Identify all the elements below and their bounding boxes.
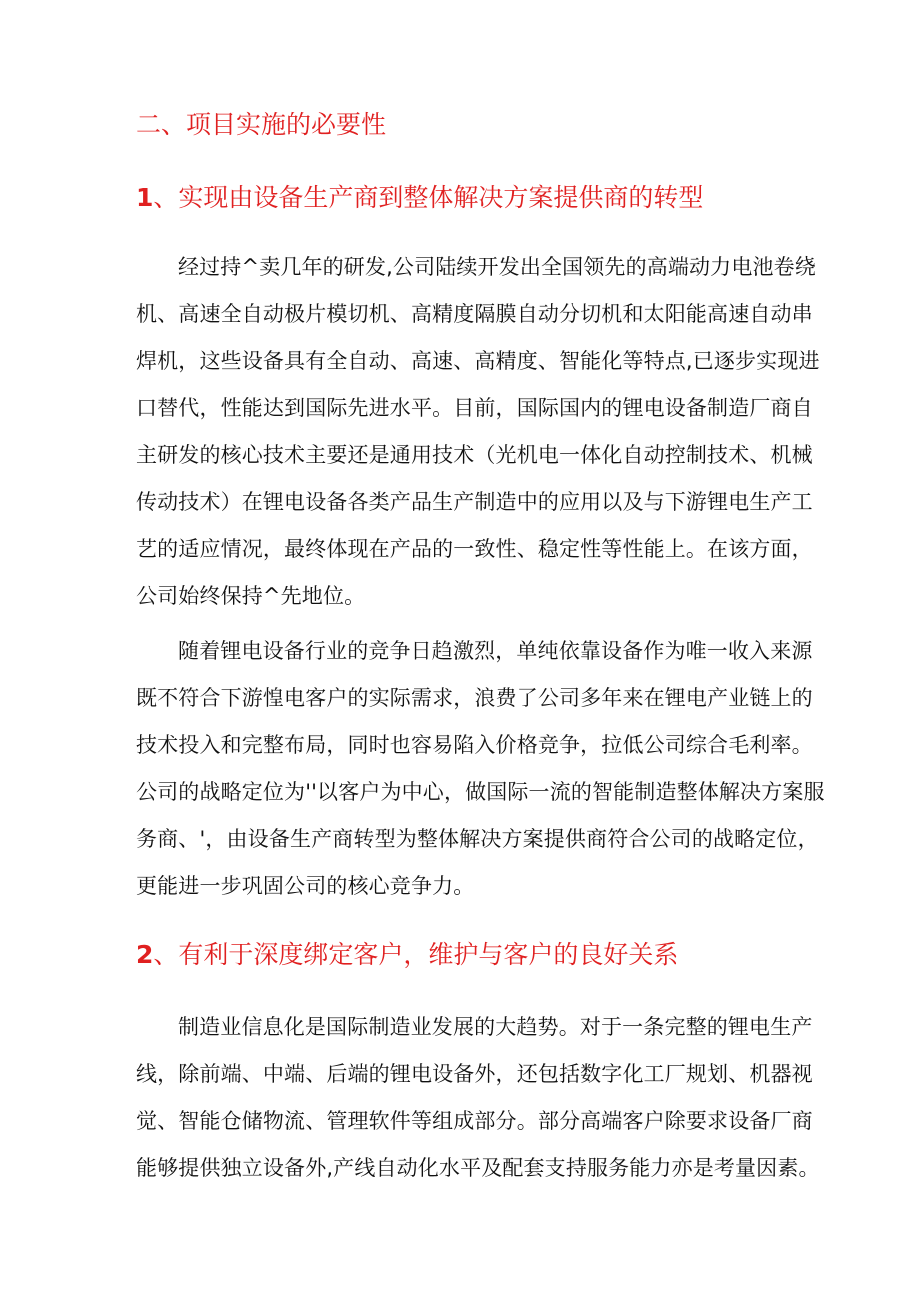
paragraph-3 [136,1004,820,1192]
paragraph-line: 既不符合下游惶电客户的实际需求，浪费了公司多年来在锂电产业链上的 [136,686,813,710]
paragraph-line: 机、高速全自动极片模切机、高精度隔膜自动分切机和太阳能高速自动串 [136,302,813,326]
paragraph-line: 更能进一步巩固公司的核心竞争力。 [136,874,475,898]
paragraph-line: 经过持^卖几年的研发,公司陆续开发出全国领先的高端动力电池卷绕 [178,255,816,279]
paragraph-line: 口替代，性能达到国际先进水平。目前，国际国内的锂电设备制造厂商自 [136,396,813,420]
subsection-title: 有利于深度绑定客户，维护与客户的良好关系 [178,940,679,969]
paragraph-line: 公司始终保持^先地位。 [136,584,366,608]
paragraph-line: 传动技术）在锂电设备各类产品生产制造中的应用以及与下游锂电生产工 [136,490,813,514]
subsection-separator: 、 [153,183,179,212]
subsection-heading-1 [136,181,703,215]
paragraph-2 [136,628,825,910]
paragraph-line: 焊机，这些设备具有全自动、高速、高精度、智能化等特点,已逐步实现进 [136,349,820,373]
paragraph-line: 制造业信息化是国际制造业发展的大趋势。对于一条完整的锂电生产 [178,1015,813,1039]
paragraph-1 [136,244,820,620]
paragraph-line: 公司的战略定位为''以客户为中心，做国际一流的智能制造整体解决方案服 [136,780,825,804]
paragraph-line: 艺的适应情况，最终体现在产品的一致性、稳定性等性能上。在该方面， [136,537,813,561]
subsection-number: 1 [136,183,154,212]
paragraph-line: 线，除前端、中端、后端的锂电设备外，还包括数字化工厂规划、机器视 [136,1062,813,1086]
subsection-heading-2 [136,938,678,972]
paragraph-line: 觉、智能仓储物流、管理软件等组成部分。部分高端客户除要求设备厂商 [136,1109,813,1133]
subsection-title: 实现由设备生产商到整体解决方案提供商的转型 [178,183,704,212]
subsection-separator: 、 [153,940,179,969]
paragraph-line: 务商、'，由设备生产商转型为整体解决方案提供商符合公司的战略定位， [136,827,819,851]
paragraph-line: 主研发的核心技术主要还是通用技术（光机电一体化自动控制技术、机械 [136,443,813,467]
paragraph-line: 随着锂电设备行业的竞争日趋激烈，单纯依靠设备作为唯一收入来源 [178,639,813,663]
section-title: 二、项目实施的必要性 [136,110,387,139]
paragraph-line: 能够提供独立设备外,产线自动化水平及配套支持服务能力亦是考量因素。 [136,1156,820,1180]
subsection-number: 2 [136,940,154,969]
paragraph-line: 技术投入和完整布局，同时也容易陷入价格竞争，拉低公司综合毛利率。 [136,733,813,757]
